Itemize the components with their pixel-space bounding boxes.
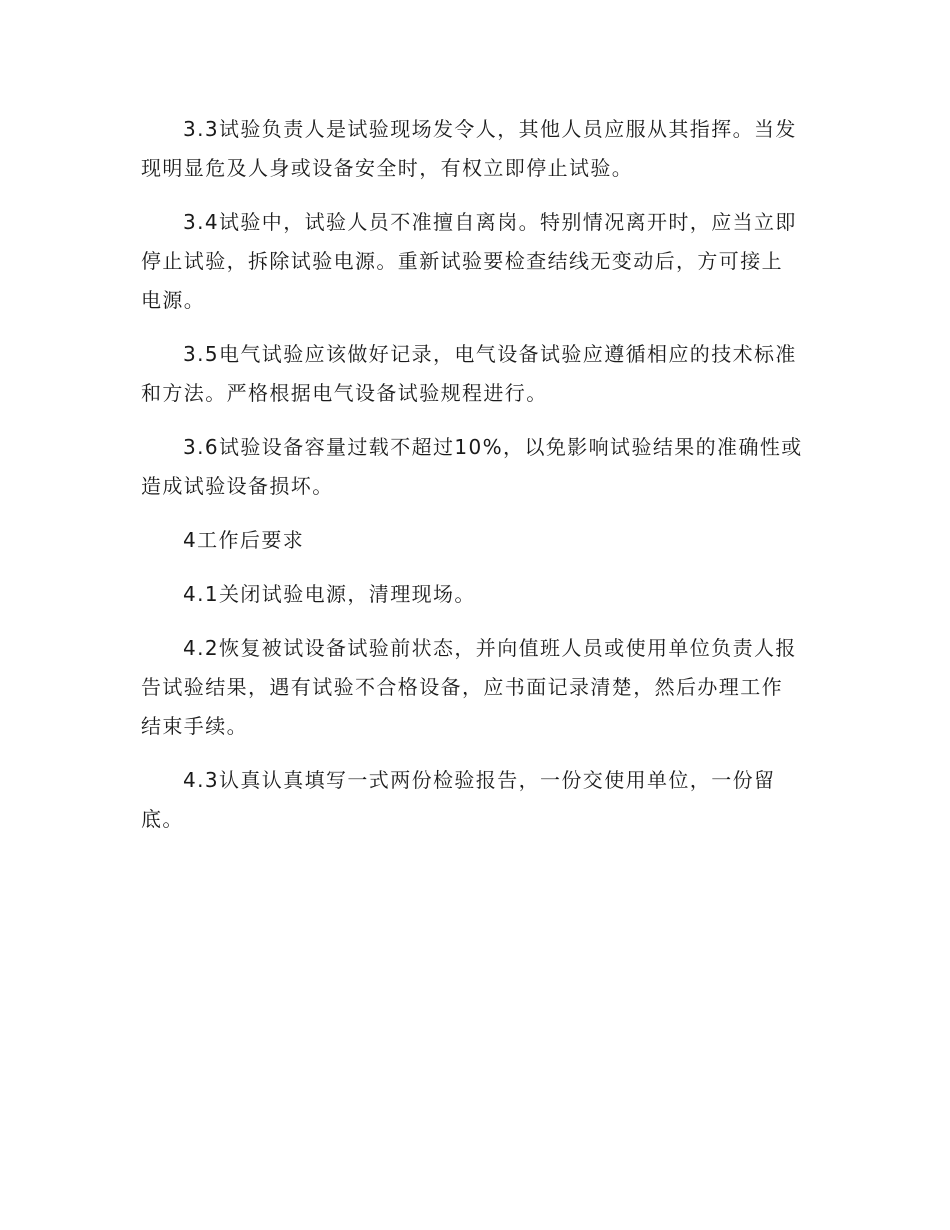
text-line: 底。 <box>141 807 184 831</box>
section-heading-text: 4工作后要求 <box>183 528 305 552</box>
paragraph-3-5 <box>141 335 811 413</box>
text-line: 3.4试验中，试验人员不准擅自离岗。特别情况离开时，应当立即 <box>183 210 797 234</box>
text-line: 告试验结果，遇有试验不合格设备，应书面记录清楚，然后办理工作 <box>141 675 783 699</box>
text-line: 造成试验设备损坏。 <box>141 474 334 498</box>
text-line: 现明显危及人身或设备安全时，有权立即停止试验。 <box>141 156 634 180</box>
paragraph-4-3 <box>141 761 811 839</box>
text-line: 停止试验，拆除试验电源。重新试验要检查结线无变动后，方可接上 <box>141 249 783 273</box>
document-body <box>141 110 811 854</box>
paragraph-3-3 <box>141 110 811 188</box>
text-line: 3.3试验负责人是试验现场发令人，其他人员应服从其指挥。当发 <box>183 117 797 141</box>
text-line: 4.3认真认真填写一式两份检验报告，一份交使用单位，一份留 <box>183 768 776 792</box>
paragraph-3-6 <box>141 428 811 506</box>
text-line: 3.6试验设备容量过载不超过10%，以免影响试验结果的准确性或 <box>183 435 803 459</box>
text-line: 和方法。严格根据电气设备试验规程进行。 <box>141 381 548 405</box>
text-line: 4.1关闭试验电源，清理现场。 <box>183 582 476 606</box>
section-heading-4 <box>141 521 811 560</box>
paragraph-4-2 <box>141 629 811 746</box>
text-line: 电源。 <box>141 288 206 312</box>
paragraph-4-1 <box>141 575 811 614</box>
paragraph-3-4 <box>141 203 811 320</box>
text-line: 3.5电气试验应该做好记录，电气设备试验应遵循相应的技术标准 <box>183 342 797 366</box>
text-line: 4.2恢复被试设备试验前状态，并向值班人员或使用单位负责人报 <box>183 636 797 660</box>
text-line: 结束手续。 <box>141 714 248 738</box>
